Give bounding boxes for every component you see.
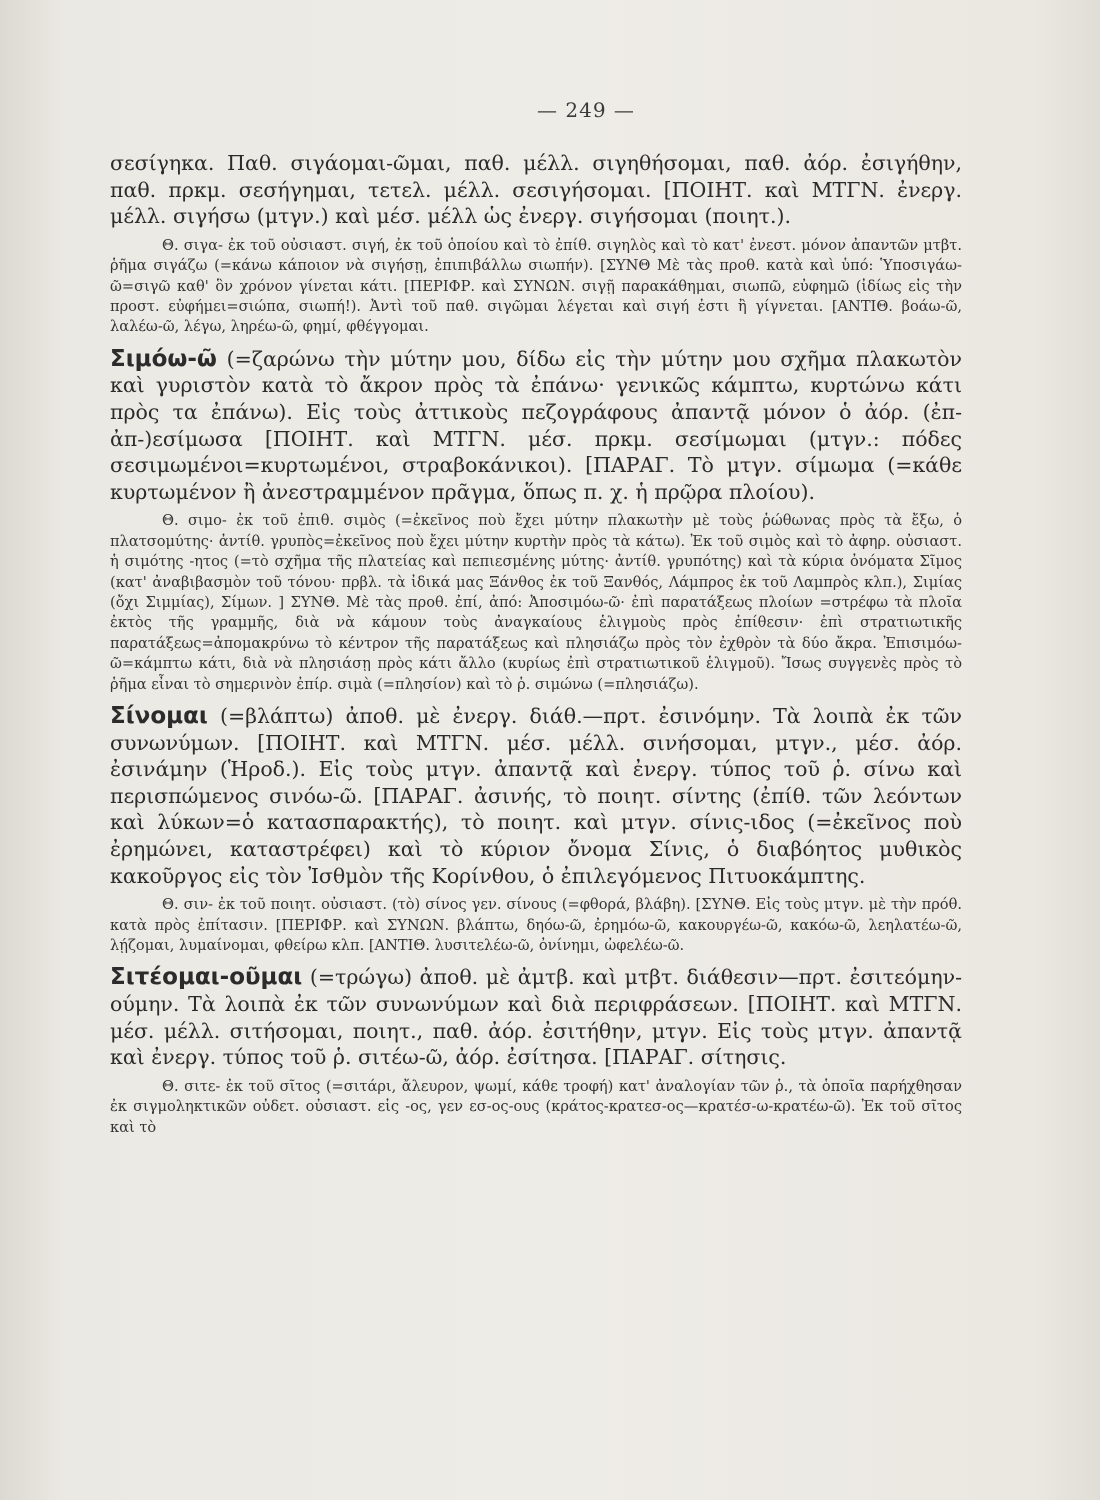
entry-body: (=βλάπτω) ἀποθ. μὲ ἐνεργ. διάθ.—πρτ. ἐσινόμην. Τὰ λοιπὰ ἐκ τῶν συνωνύμων. [ΠΟΙΗΤ. καὶ ΜΤΓΝ. μέσ. μέλλ. σινήσομαι, μτγν., μέσ. ἀόρ. ἐσινάμην (Ἡροδ.). Εἰς τοὺς μτγν. ἀπαντᾷ καὶ ἐνεργ. τύπος τοῦ ῥ. σίνω καὶ περισπώμενος σινόω-ῶ. [ΠΑΡΑΓ. ἀσινής, τὸ ποιητ. σίντης (ἐπίθ. τῶν λεόντων καὶ λύκων=ὁ κατασπαρακτής), τὸ ποιητ. καὶ μτγν. σίνις-ιδος (=ἐκεῖνος ποὺ ἐρημώνει, καταστρέφει) καὶ τὸ κύριον ὄνομα Σίνις, ὁ διαβόητος μυθικὸς κακοῦργος εἰς τὸν Ἰσθμὸν τῆς Κορίνθου, ὁ ἐπιλεγόμενος Πιτυοκάμπτης.	[110, 704, 962, 888]
entry-continuation-paragraph: σεσίγηκα. Παθ. σιγάομαι-ῶμαι, παθ. μέλλ. σιγηθήσομαι, παθ. ἀόρ. ἐσιγήθην, παθ. πρκμ. σεσήγημαι, τετελ. μέλλ. σεσιγήσομαι. [ΠΟΙΗΤ. καὶ ΜΤΓΝ. ἐνεργ. μέλλ. σιγήσω (μτγν.) καὶ μέσ. μέλλ ὡς ἐνεργ. σιγήσομαι (ποιητ.).	[110, 151, 962, 229]
entry-headword: Σιτέομαι-οῦμαι	[110, 964, 303, 991]
entry-sinomai	[110, 703, 962, 889]
entry-headword: Σιμόω-ῶ	[110, 345, 217, 372]
entry-simoo	[110, 346, 962, 506]
entry-siteomai	[110, 964, 962, 1070]
entry-headword: Σίνομαι	[110, 703, 208, 730]
entry-body: (=τρώγω) ἀποθ. μὲ ἀμτβ. καὶ μτβτ. διάθεσιν—πρτ. ἐσιτεόμην-ούμην. Τὰ λοιπὰ ἐκ τῶν συνωνύμων καὶ διὰ περιφράσεων. [ΠΟΙΗΤ. καὶ ΜΤΓΝ. μέσ. μέλλ. σιτήσομαι, ποιητ., παθ. ἀόρ. ἐσιτήθην, μτγν. Εἰς τοὺς μτγν. ἀπαντᾷ καὶ ἐνεργ. τύπος τοῦ ῥ. σιτέω-ῶ, ἀόρ. ἐσίτησα. [ΠΑΡΑΓ. σίτησις.	[110, 965, 962, 1070]
etymology-note-paragraph: Θ. σιτε- ἐκ τοῦ σῖτος (=σιτάρι, ἄλευρον, ψωμί, κάθε τροφή) κατ' ἀναλογίαν τῶν ῥ., τὰ ὁποῖα παρήχθησαν ἐκ σιγμοληκτικῶν οὐδετ. οὐσιαστ. εἰς -ος, γεν εσ-ος-ους (κράτος-κρατεσ-ος—κρατέσ-ω-κρατέω-ῶ). Ἐκ τοῦ σῖτος καὶ τὸ	[110, 1077, 962, 1136]
etymology-note-paragraph: Θ. σιμο- ἐκ τοῦ ἐπιθ. σιμὸς (=ἐκεῖνος ποὺ ἔχει μύτην πλακωτὴν μὲ τοὺς ῥώθωνας πρὸς τὰ ἔξω, ὁ πλατσομύτης· ἀντίθ. γρυπὸς=ἐκεῖνος ποὺ ἔχει μύτην κυρτὴν πρὸς τὰ κάτω). Ἐκ τοῦ σιμὸς καὶ τὸ ἀφηρ. οὐσιαστ. ἡ σιμότης -ητος (=τὸ σχῆμα τῆς πλατείας καὶ πεπιεσμένης μύτης· ἀντίθ. γρυπότης) καὶ τὰ κύρια ὀνόματα Σῖμος (κατ' ἀναβιβασμὸν τοῦ τόνου· πρβλ. τὰ ἰδικά μας Ξάνθος ἐκ τοῦ Ξανθός, Λάμπρος ἐκ τοῦ Λαμπρὸς κλπ.), Σιμίας (ὄχι Σιμμίας), Σίμων. ] ΣΥΝΘ. Μὲ τὰς προθ. ἐπί, ἀπό: Ἀποσιμόω-ῶ· ἐπὶ παρατάξεως πλοίων =στρέφω τὰ πλοῖα ἐκτὸς τῆς γραμμῆς, διὰ νὰ κάμουν τοὺς ἀναγκαίους ἑλιγμοὺς πρὸς ἐπίθεσιν· ἐπὶ στρατιωτικῆς παρατάξεως=ἀπομακρύνω τὸ κέντρον τῆς παρατάξεως καὶ πλησιάζω πρὸς τὸν ἐχθρὸν τὰ δύο ἄκρα. Ἐπισιμόω-ῶ=κάμπτω κάτι, διὰ νὰ πλησιάσῃ πρὸς κάτι ἄλλο (κυρίως ἐπὶ στρατιωτικοῦ ἑλιγμοῦ). Ἴσως συγγενὲς πρὸς τὸ ῥῆμα εἶναι τὸ σημερινὸν ἐπίρ. σιμὰ (=πλησίον) καὶ τὸ ῥ. σιμώνω (=πλησιάζω).	[110, 512, 962, 693]
entry-body: (=ζαρώνω τὴν μύτην μου, δίδω εἰς τὴν μύτην μου σχῆμα πλακωτὸν καὶ γυριστὸν κατὰ τὸ ἄκρον πρὸς τὰ ἐπάνω· γενικῶς κάμπτω, κυρτώνω κάτι πρὸς τα ἐπάνω). Εἰς τοὺς ἀττικοὺς πεζογράφους ἀπαντᾷ μόνον ὁ ἀόρ. (ἐπ- ἀπ-)εσίμωσα [ΠΟΙΗΤ. καὶ ΜΤΓΝ. μέσ. πρκμ. σεσίμωμαι (μτγν.: πόδες σεσιμωμένοι=κυρτωμένοι, στραβοκάνικοι). [ΠΑΡΑΓ. Τὸ μτγν. σίμωμα (=κάθε κυρτωμένον ἢ ἀνεστραμμένον πρᾶγμα, ὅπως π. χ. ἡ πρῷρα πλοίου).	[110, 346, 962, 504]
page-number: — 249 —	[537, 98, 635, 122]
etymology-note-paragraph: Θ. σιν- ἐκ τοῦ ποιητ. οὐσιαστ. (τὸ) σίνος γεν. σίνους (=φθορά, βλάβη). [ΣΥΝΘ. Εἰς τοὺς μτγν. μὲ τὴν πρόθ. κατὰ πρὸς ἐπίτασιν. [ΠΕΡΙΦΡ. καὶ ΣΥΝΩΝ. βλάπτω, δηόω-ῶ, ἐρημόω-ῶ, κακουργέω-ῶ, κακόω-ῶ, λεηλατέω-ῶ, λῄζομαι, λυμαίνομαι, φθείρω κλπ. [ΑΝΤΙΘ. λυσιτελέω-ῶ, ὀνίνημι, ὠφελέω-ῶ.	[110, 896, 962, 954]
etymology-note-paragraph: Θ. σιγα- ἐκ τοῦ οὐσιαστ. σιγή, ἐκ τοῦ ὁποίου καὶ τὸ ἐπίθ. σιγηλὸς καὶ τὸ κατ' ἐνεστ. μόνον ἀπαντῶν μτβτ. ῥῆμα σιγάζω (=κάνω κάποιον νὰ σιγήσῃ, ἐπιπιβάλλω σιωπήν). [ΣΥΝΘ Μὲ τὰς προθ. κατὰ καὶ ὑπό: Ὑποσιγάω-ῶ=σιγῶ καθ' ὃν χρόνον γίνεται κάτι. [ΠΕΡΙΦΡ. καὶ ΣΥΝΩΝ. σιγῇ παρακάθημαι, σιωπῶ, εὐφημῶ (ἰδίως εἰς τὴν προστ. εὐφήμει=σιώπα, σιωπή!). Ἀντὶ τοῦ παθ. σιγῶμαι λέγεται καὶ σιγή ἐστι ἢ γίγνεται. [ΑΝΤΙΘ. βοάω-ῶ, λαλέω-ῶ, λέγω, ληρέω-ῶ, φημί, φθέγγομαι.	[110, 236, 962, 336]
